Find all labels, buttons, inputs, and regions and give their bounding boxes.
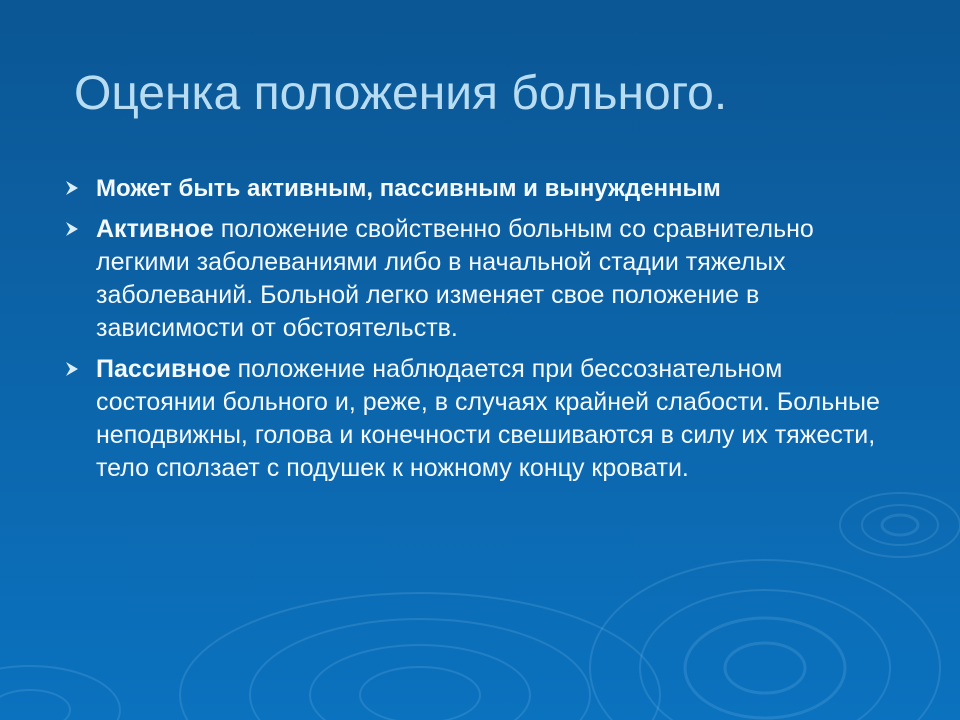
- slide-title: Оценка положения больного.: [74, 67, 728, 120]
- bullet-item-forms: [62, 172, 902, 205]
- bullet-bold-text: Активное: [96, 215, 214, 243]
- arrowhead-bullet-icon: [62, 172, 82, 205]
- bullet-item-passive: [62, 353, 902, 485]
- bullet-bold-text: Может быть активным, пассивным и вынужденным: [96, 175, 721, 202]
- bullet-body-text: положение наблюдается при бессознательном состоянии больного и, реже, в случаях крайней слабости. Больные неподвижны, голова и конечности свешиваются в силу их тяжести, тело сползает с подушек к ножному концу кровати.: [96, 355, 880, 482]
- arrowhead-bullet-icon: [62, 353, 82, 386]
- bullet-list: [62, 172, 902, 493]
- bullet-body-text: положение свойственно больным со сравнительно легкими заболеваниями либо в начальной стадии тяжелых заболеваний. Больной легко изменяет свое положение в зависимости от обстоятельств.: [96, 215, 814, 342]
- arrowhead-bullet-icon: [62, 213, 82, 246]
- bullet-bold-text: Пассивное: [96, 355, 231, 383]
- bullet-item-active: [62, 213, 902, 345]
